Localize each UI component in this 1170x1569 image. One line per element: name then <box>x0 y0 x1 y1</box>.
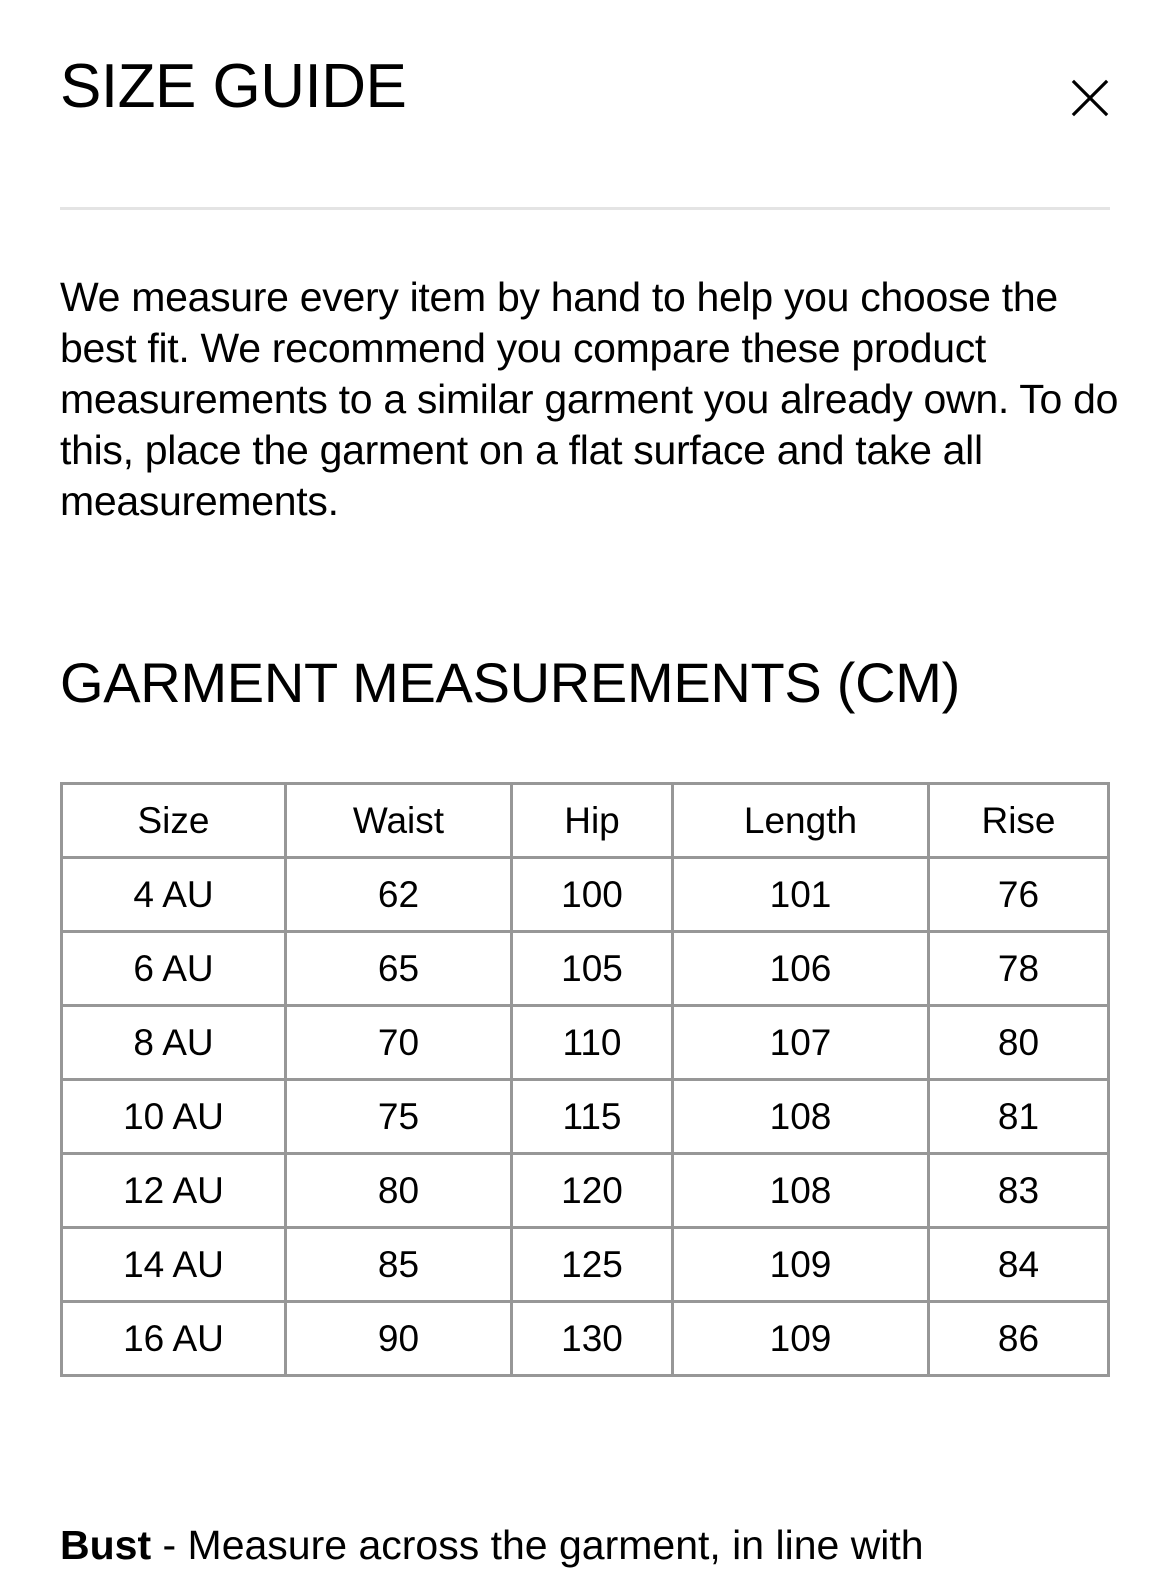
table-cell: 8 AU <box>62 1006 286 1080</box>
table-cell: 4 AU <box>62 858 286 932</box>
table-cell: 100 <box>512 858 673 932</box>
column-header: Rise <box>929 784 1109 858</box>
bust-note-text: - Measure across the garment, in line with <box>151 1522 924 1568</box>
table-cell: 75 <box>286 1080 512 1154</box>
table-cell: 125 <box>512 1228 673 1302</box>
table-row <box>62 1080 1109 1154</box>
table-cell: 85 <box>286 1228 512 1302</box>
measurements-title: GARMENT MEASUREMENTS (CM) <box>60 651 960 714</box>
table-row <box>62 1154 1109 1228</box>
table-row <box>62 1302 1109 1376</box>
table-row <box>62 932 1109 1006</box>
size-table <box>60 782 1110 1377</box>
column-header: Size <box>62 784 286 858</box>
table-cell: 90 <box>286 1302 512 1376</box>
column-header: Hip <box>512 784 673 858</box>
column-header: Length <box>673 784 929 858</box>
table-cell: 14 AU <box>62 1228 286 1302</box>
table-cell: 105 <box>512 932 673 1006</box>
table-cell: 109 <box>673 1302 929 1376</box>
table-cell: 70 <box>286 1006 512 1080</box>
table-cell: 80 <box>929 1006 1109 1080</box>
table-cell: 83 <box>929 1154 1109 1228</box>
column-header: Waist <box>286 784 512 858</box>
table-cell: 120 <box>512 1154 673 1228</box>
close-button[interactable] <box>1070 78 1110 118</box>
modal-header <box>60 48 1110 138</box>
bust-note <box>60 1520 1130 1569</box>
table-cell: 62 <box>286 858 512 932</box>
table-cell: 106 <box>673 932 929 1006</box>
table-cell: 101 <box>673 858 929 932</box>
table-cell: 78 <box>929 932 1109 1006</box>
table-cell: 86 <box>929 1302 1109 1376</box>
table-cell: 6 AU <box>62 932 286 1006</box>
table-cell: 130 <box>512 1302 673 1376</box>
table-header-row <box>62 784 1109 858</box>
intro-text: We measure every item by hand to help you choose the best fit. We recommend you compare these product measurements to a similar garment you already own. To do this, place the garment on a flat surface and take all measurements. <box>60 274 1119 524</box>
table-row <box>62 1006 1109 1080</box>
table-cell: 65 <box>286 932 512 1006</box>
table-cell: 10 AU <box>62 1080 286 1154</box>
table-row <box>62 1228 1109 1302</box>
header-divider <box>60 207 1110 210</box>
close-icon <box>1070 78 1110 118</box>
table-cell: 110 <box>512 1006 673 1080</box>
page-title: SIZE GUIDE <box>60 52 407 121</box>
table-cell: 76 <box>929 858 1109 932</box>
table-row <box>62 858 1109 932</box>
table-cell: 12 AU <box>62 1154 286 1228</box>
bust-label: Bust <box>60 1522 152 1568</box>
table-cell: 108 <box>673 1080 929 1154</box>
table-cell: 81 <box>929 1080 1109 1154</box>
table-cell: 84 <box>929 1228 1109 1302</box>
table-cell: 107 <box>673 1006 929 1080</box>
table-cell: 115 <box>512 1080 673 1154</box>
table-cell: 80 <box>286 1154 512 1228</box>
table-cell: 108 <box>673 1154 929 1228</box>
table-cell: 109 <box>673 1228 929 1302</box>
table-cell: 16 AU <box>62 1302 286 1376</box>
